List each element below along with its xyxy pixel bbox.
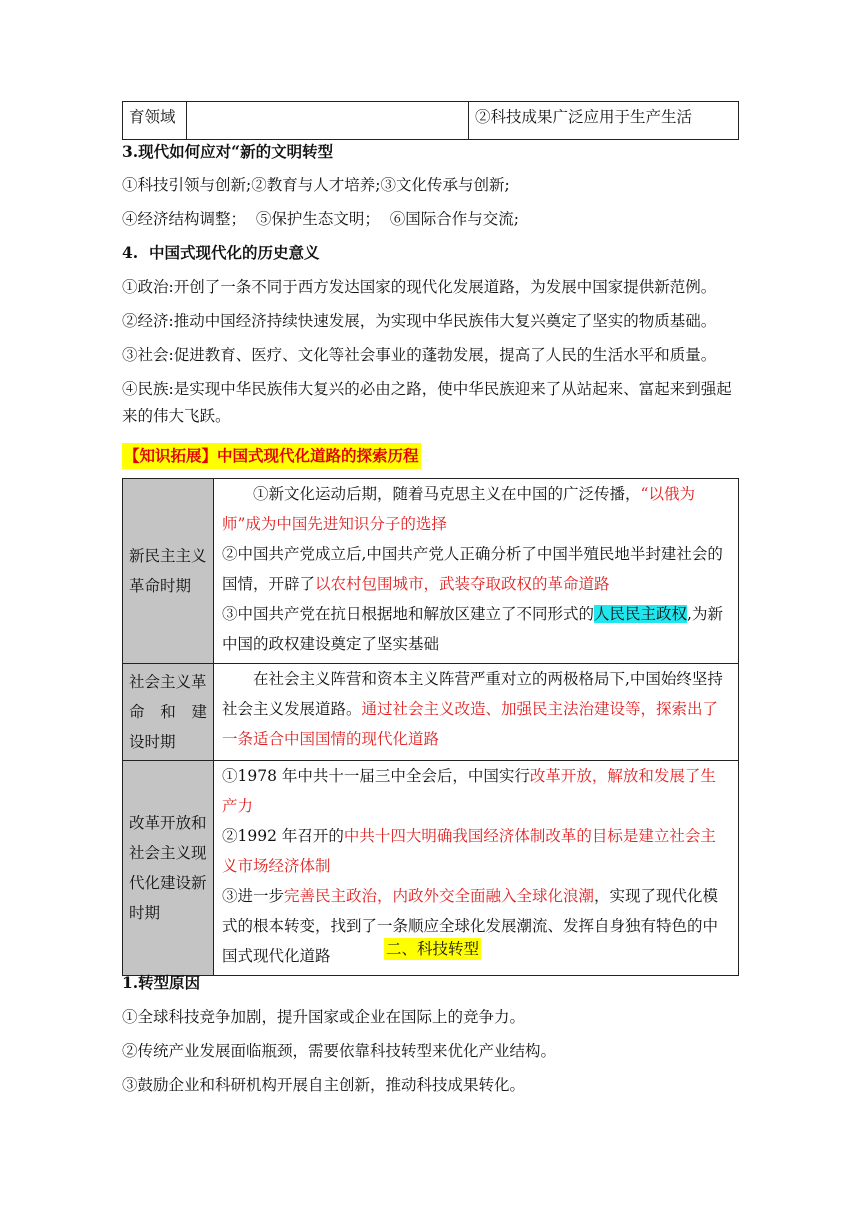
reason-item-3: ③鼓励企业和科研机构开展自主创新，推动科技成果转化。: [122, 1076, 526, 1094]
top-table-cell-2: [187, 102, 469, 140]
history-paragraph: ②1992 年召开的中共十四大明确我国经济体制改革的目标是建立社会主义市场经济体制: [222, 827, 716, 875]
history-paragraph: ②中国共产党成立后,中国共产党人正确分析了中国半殖民地半封建社会的国情，开辟了以农村包围城市，武装夺取政权的革命道路: [222, 545, 723, 593]
history-period-label: 社会主义革 命和建 设时期: [123, 664, 214, 761]
section-4-item-4-line-2: 来的伟大飞跃。: [122, 407, 231, 425]
history-paragraph: 在社会主义阵营和资本主义阵营严重对立的两极格局下,中国始终坚持社会主义发展道路。通过社会主义改造、加强民主法治建设等，探索出了一条适合中国国情的现代化道路: [222, 670, 723, 748]
history-period-content: [214, 479, 739, 664]
history-period-content: [214, 664, 739, 761]
history-table: [122, 478, 739, 976]
reason-item-1: ①全球科技竞争加剧，提升国家或企业在国际上的竞争力。: [122, 1008, 526, 1026]
history-row-socialist-construction: [123, 664, 739, 761]
highlighted-term: 人民民主政权: [594, 605, 688, 623]
section-4-item-2: ②经济:推动中国经济持续快速发展，为实现中华民族伟大复兴奠定了坚实的物质基础。: [122, 312, 717, 330]
history-row-new-democratic: [123, 479, 739, 664]
top-table-cell-3: ②科技成果广泛应用于生产生活: [469, 102, 739, 140]
transition-reasons-heading: 1.转型原因: [122, 973, 201, 992]
section-4-item-4-line-1: ④民族:是实现中华民族伟大复兴的必由之路，使中华民族迎来了从站起来、富起来到强起: [122, 380, 732, 398]
history-period-label: 改革开放和社会主义现代化建设新时期: [123, 761, 214, 976]
section-3-line-1: ①科技引领与创新;②教育与人才培养;③文化传承与创新;: [122, 176, 510, 194]
section-3-heading: 3.现代如何应对“新的文明转型: [122, 142, 334, 161]
top-table-fragment: [122, 101, 739, 140]
section-4-heading: 4. 中国式现代化的历史意义: [122, 243, 320, 262]
top-table-cell-1: 育领域: [123, 102, 187, 140]
section-3-line-2: ④经济结构调整； ⑤保护生态文明； ⑥国际合作与交流;: [122, 210, 519, 228]
section-2-heading: 二、科技转型: [386, 940, 480, 958]
section-4-item-1: ①政治:开创了一条不同于西方发达国家的现代化发展道路，为发展中国家提供新范例。: [122, 278, 717, 296]
reason-item-2: ②传统产业发展面临瓶颈，需要依靠科技转型来优化产业结构。: [122, 1042, 557, 1060]
history-paragraph: ①新文化运动后期，随着马克思主义在中国的广泛传播，“以俄为师”成为中国先进知识分子的选择: [222, 485, 695, 533]
section-4-item-3: ③社会:促进教育、医疗、文化等社会事业的蓬勃发展，提高了人民的生活水平和质量。: [122, 346, 717, 364]
history-paragraph: ③中国共产党在抗日根据地和解放区建立了不同形式的人民民主政权,为新中国的政权建设奠定了坚实基础: [222, 605, 723, 653]
knowledge-extension-banner: 【知识拓展】中国式现代化道路的探索历程: [122, 443, 421, 469]
history-paragraph: ①1978 年中共十一届三中全会后，中国实行改革开放，解放和发展了生产力: [222, 767, 716, 815]
history-paragraph: ③进一步完善民主政治，内政外交全面融入全球化浪潮，实现了现代化模式的根本转变，找到了一条顺应全球化发展潮流、发挥自身独有特色的中国式现代化道路: [222, 887, 719, 965]
history-period-label: 新民主主义革命时期: [123, 479, 214, 664]
